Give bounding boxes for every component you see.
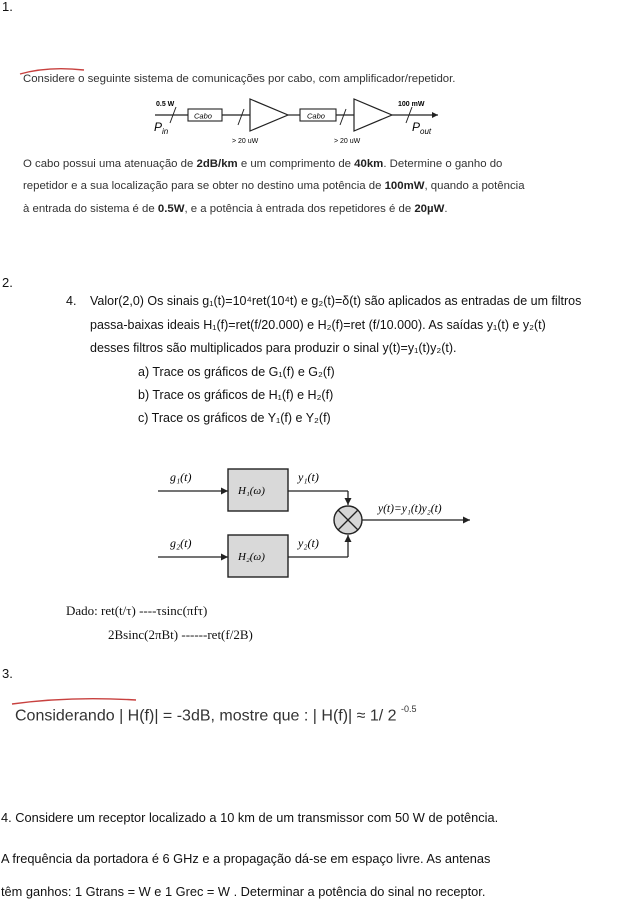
- pin-label: $P_{in}$: [154, 120, 169, 136]
- question-1-number: 1.: [2, 0, 13, 14]
- filter-multiplier-diagram: [150, 455, 480, 593]
- cable-system-diagram: [150, 95, 450, 157]
- cable-2-label: Cabo: [307, 111, 325, 121]
- question-3-text: Considerando | H(f)| = -3dB, mostre que : | H(f)| ≈ 1/ 2 $^{-0.5}$: [15, 704, 417, 725]
- y2-label: y₂(t): [298, 536, 319, 550]
- question-4-line-2: A frequência da portadora é 6 GHz e a propagação dá-se em espaço livre. As antenas: [1, 851, 491, 866]
- y1-label: y₁(t): [298, 470, 319, 484]
- output-label: y(t)=y₁(t)y₂(t): [378, 503, 442, 515]
- question-1-line-1: O cabo possui uma atenuação de 2dB/km e um comprimento de 40km. Determine o ganho do: [23, 158, 503, 170]
- pout-value: 100 mW: [398, 101, 425, 108]
- given-formula-2: 2Bsinc(2πBt) ------ret(f/2B): [108, 627, 253, 642]
- question-1-line-2: repetidor e a sua localização para se obter no destino uma potência de 100mW, quando a potência: [23, 180, 525, 192]
- question-3-number: 3.: [2, 666, 13, 681]
- question-2-part-b: b) Trace os gráficos de H₁(f) e H₂(f): [138, 388, 334, 402]
- question-1-intro: Considere o seguinte sistema de comunicações por cabo, com amplificador/repetidor.: [23, 73, 456, 85]
- g1-label: g₁(t): [170, 470, 192, 484]
- given-formula-1: Dado: ret(t/τ) ----τsinc(πfτ): [66, 603, 208, 618]
- g2-label: g₂(t): [170, 536, 192, 550]
- repeater-2-min: > 20 uW: [334, 138, 361, 145]
- question-2-line-1: Valor(2,0) Os sinais g₁(t)=10⁴ret(10⁴t) e g₂(t)=δ(t) são aplicados as entradas de um filtros: [90, 294, 582, 308]
- pin-value: 0.5 W: [156, 101, 175, 108]
- question-2-part-a: a) Trace os gráficos de G₁(f) e G₂(f): [138, 365, 335, 379]
- question-2-part-c: c) Trace os gráficos de Y₁(f) e Y₂(f): [138, 411, 331, 425]
- question-1-line-3: à entrada do sistema é de 0.5W, e a potência à entrada dos repetidores é de 20µW.: [23, 203, 448, 215]
- question-4-line-3: têm ganhos: 1 Gtrans = W e 1 Grec = W . Determinar a potência do sinal no receptor.: [1, 884, 486, 899]
- repeater-1-min: > 20 uW: [232, 138, 259, 145]
- question-4-line-1: 4. Considere um receptor localizado a 10 km de um transmissor com 50 W de potência.: [1, 810, 499, 825]
- question-2-line-3: desses filtros são multiplicados para produzir o sinal y(t)=y₁(t)y₂(t).: [90, 341, 457, 355]
- question-2-line-2: passa-baixas ideais H₁(f)=ret(f/20.000) e H₂(f)=ret (f/10.000). As saídas y₁(t) e y₂(t): [90, 318, 546, 332]
- cable-1-label: Cabo: [194, 111, 212, 121]
- question-2-number: 2.: [2, 275, 13, 290]
- h2-label: H₂(ω): [238, 551, 265, 563]
- question-2-item-number: 4.: [66, 294, 77, 308]
- pout-label: $P_{out}$: [412, 120, 432, 136]
- h1-label: H₁(ω): [238, 485, 265, 497]
